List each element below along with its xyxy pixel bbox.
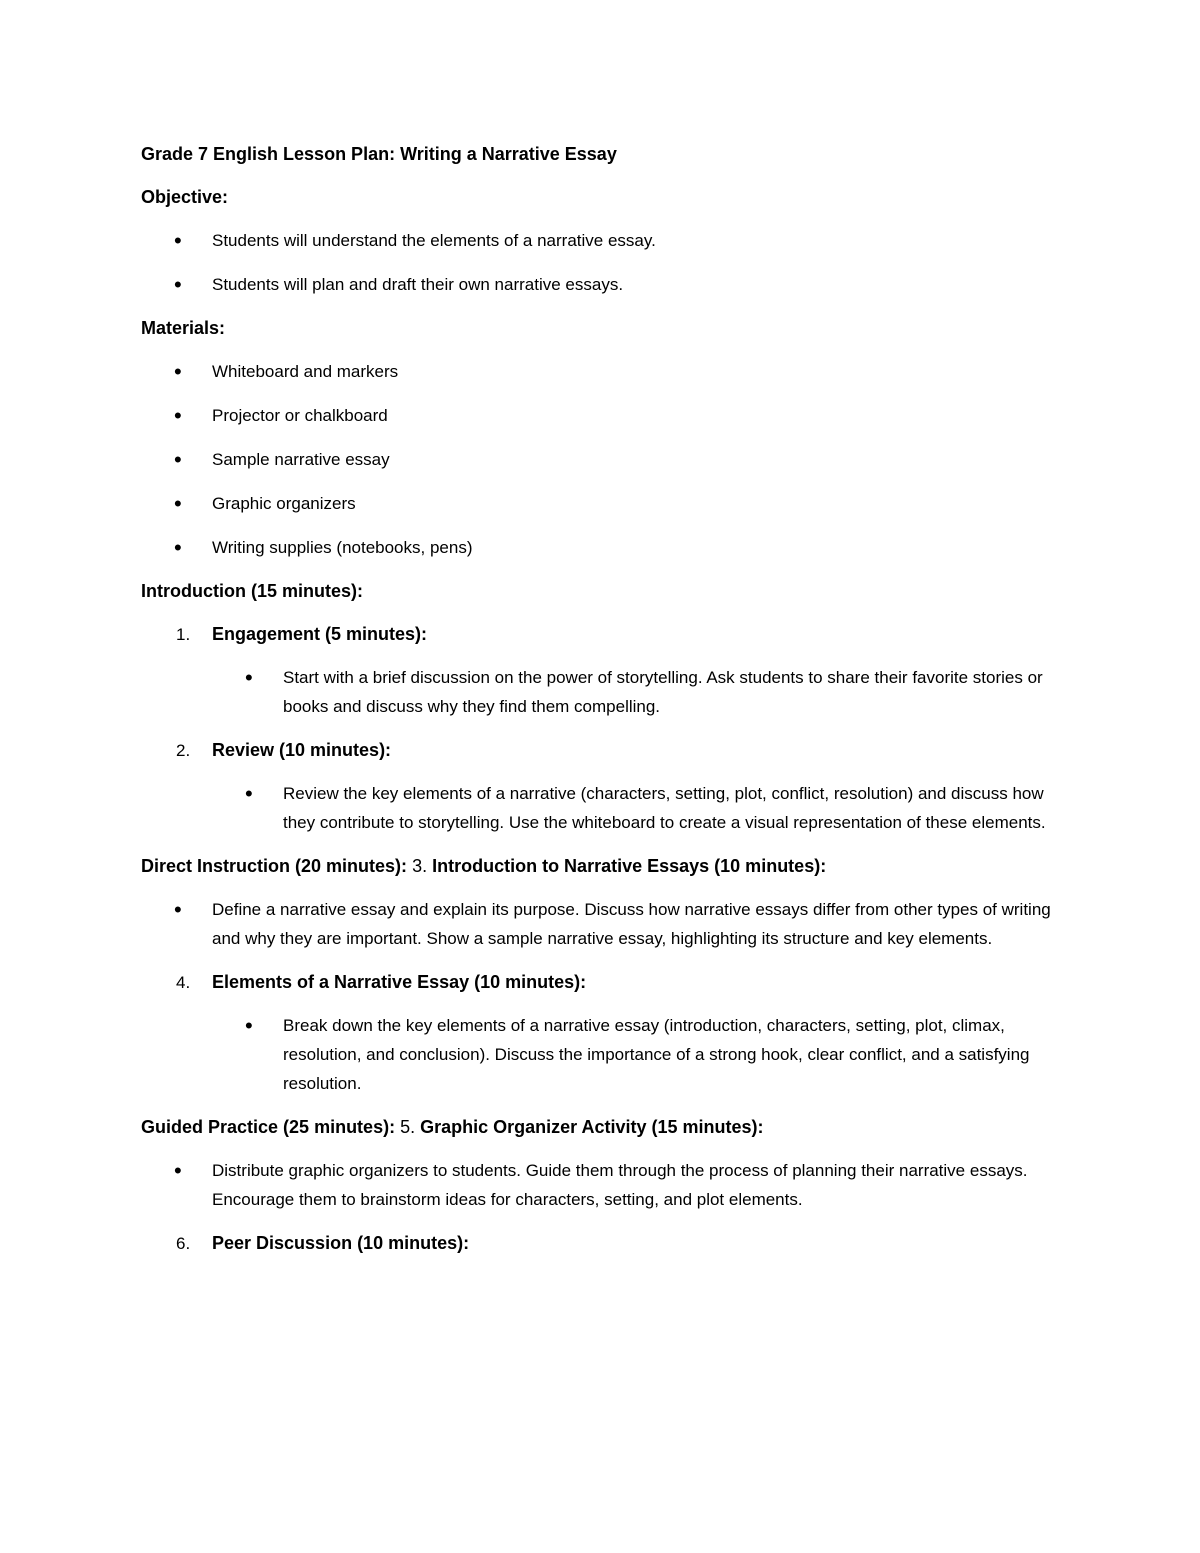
objective-heading: Objective: <box>141 187 229 207</box>
step-title: Elements of a Narrative Essay (10 minutes): <box>212 972 587 992</box>
document-body <box>141 140 1061 1272</box>
step-peer-discussion <box>141 1229 1061 1258</box>
introduction-heading: Introduction (15 minutes): <box>141 581 363 601</box>
list-item: • Define a narrative essay and explain its purpose. Discuss how narrative essays differ from other types of writing and why they are important. Show a sample narrative essay, highlighting its structure and key elements. <box>141 895 1061 953</box>
materials-list <box>141 357 1061 562</box>
materials-heading: Materials: <box>141 318 226 338</box>
guided-practice-list <box>141 1156 1061 1214</box>
list-item: • Sample narrative essay <box>141 445 1061 474</box>
step-review <box>141 736 1061 765</box>
list-item: • Distribute graphic organizers to students. Guide them through the process of planning their narrative essays. Encourage them to brainstorm ideas for characters, setting, and plot elements. <box>141 1156 1061 1214</box>
step-title: Peer Discussion (10 minutes): <box>212 1233 470 1253</box>
step-number: 4. <box>176 973 191 992</box>
list-item: • Students will plan and draft their own narrative essays. <box>141 270 1061 299</box>
step-title: Introduction to Narrative Essays (10 minutes): <box>432 856 827 876</box>
list-item: • Projector or chalkboard <box>141 401 1061 430</box>
step-title: Engagement (5 minutes): <box>212 624 428 644</box>
list-item: • Start with a brief discussion on the power of storytelling. Ask students to share their favorite stories or books and discuss why they find them compelling. <box>141 663 1061 721</box>
list-item: • Writing supplies (notebooks, pens) <box>141 533 1061 562</box>
section-title: Direct Instruction (20 minutes): <box>141 856 408 876</box>
step-number: 6. <box>176 1234 191 1253</box>
list-item: • Graphic organizers <box>141 489 1061 518</box>
list-item: • Review the key elements of a narrative (characters, setting, plot, conflict, resolution) and discuss how they contribute to storytelling. Use the whiteboard to create a visual representation of these elements. <box>141 779 1061 837</box>
step-title: Review (10 minutes): <box>212 740 392 760</box>
engagement-details <box>141 663 1061 721</box>
step-title: Graphic Organizer Activity (15 minutes): <box>420 1117 764 1137</box>
step-number: 5. <box>400 1117 416 1137</box>
document-title: Grade 7 English Lesson Plan: Writing a Narrative Essay <box>141 144 617 164</box>
list-item: • Students will understand the elements of a narrative essay. <box>141 226 1061 255</box>
direct-instruction-heading <box>141 852 1061 881</box>
review-details <box>141 779 1061 837</box>
guided-practice-heading <box>141 1113 1061 1142</box>
step-number: 3. <box>412 856 428 876</box>
section-title: Guided Practice (25 minutes): <box>141 1117 396 1137</box>
step-elements <box>141 968 1061 997</box>
direct-instruction-list <box>141 895 1061 953</box>
step-number: 2. <box>176 741 191 760</box>
step-engagement <box>141 620 1061 649</box>
elements-details <box>141 1011 1061 1098</box>
list-item: • Whiteboard and markers <box>141 357 1061 386</box>
objective-list <box>141 226 1061 299</box>
step-number: 1. <box>176 625 191 644</box>
list-item: • Break down the key elements of a narrative essay (introduction, characters, setting, plot, climax, resolution, and conclusion). Discuss the importance of a strong hook, clear conflict, and a satisfying resolution. <box>141 1011 1061 1098</box>
